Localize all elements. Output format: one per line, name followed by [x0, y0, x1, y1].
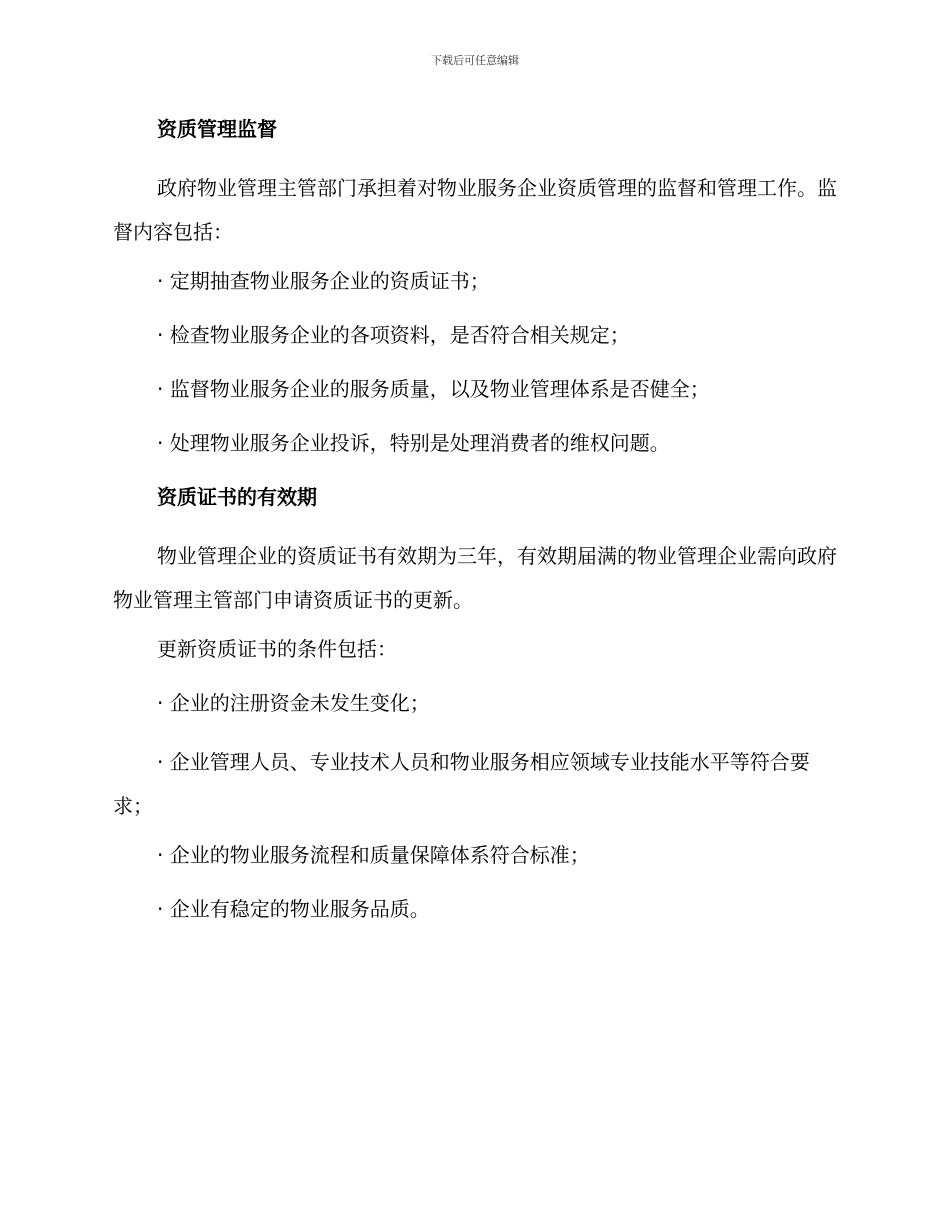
bullet-item: · 监督物业服务企业的服务质量，以及物业管理体系是否健全； [157, 377, 710, 401]
page-header: 下载后可任意编辑 [431, 54, 519, 67]
paragraph-supervision-intro: 政府物业管理主管部门承担着对物业服务企业资质管理的监督和管理工作。监督内容包括： [113, 176, 837, 244]
bullet-item: · 企业的物业服务流程和质量保障体系符合标准； [157, 843, 590, 867]
paragraph-renewal-conditions: 更新资质证书的条件包括： [157, 637, 397, 661]
section-heading-validity: 资质证书的有效期 [157, 485, 317, 509]
section-heading-supervision: 资质管理监督 [157, 117, 277, 141]
bullet-item: · 处理物业服务企业投诉，特别是处理消费者的维权问题。 [157, 431, 670, 455]
bullet-item: · 企业有稳定的物业服务品质。 [157, 897, 430, 921]
bullet-item: · 检查物业服务企业的各项资料，是否符合相关规定； [157, 323, 630, 347]
paragraph-validity: 物业管理企业的资质证书有效期为三年，有效期届满的物业管理企业需向政府物业管理主管部门申请资质证书的更新。 [113, 544, 837, 612]
bullet-item: · 企业的注册资金未发生变化； [157, 691, 430, 715]
bullet-item: · 定期抽查物业服务企业的资质证书； [157, 269, 490, 293]
bullet-item: · 企业管理人员、专业技术人员和物业服务相应领域专业技能水平等符合要求； [113, 750, 810, 818]
document-body [113, 112, 837, 946]
